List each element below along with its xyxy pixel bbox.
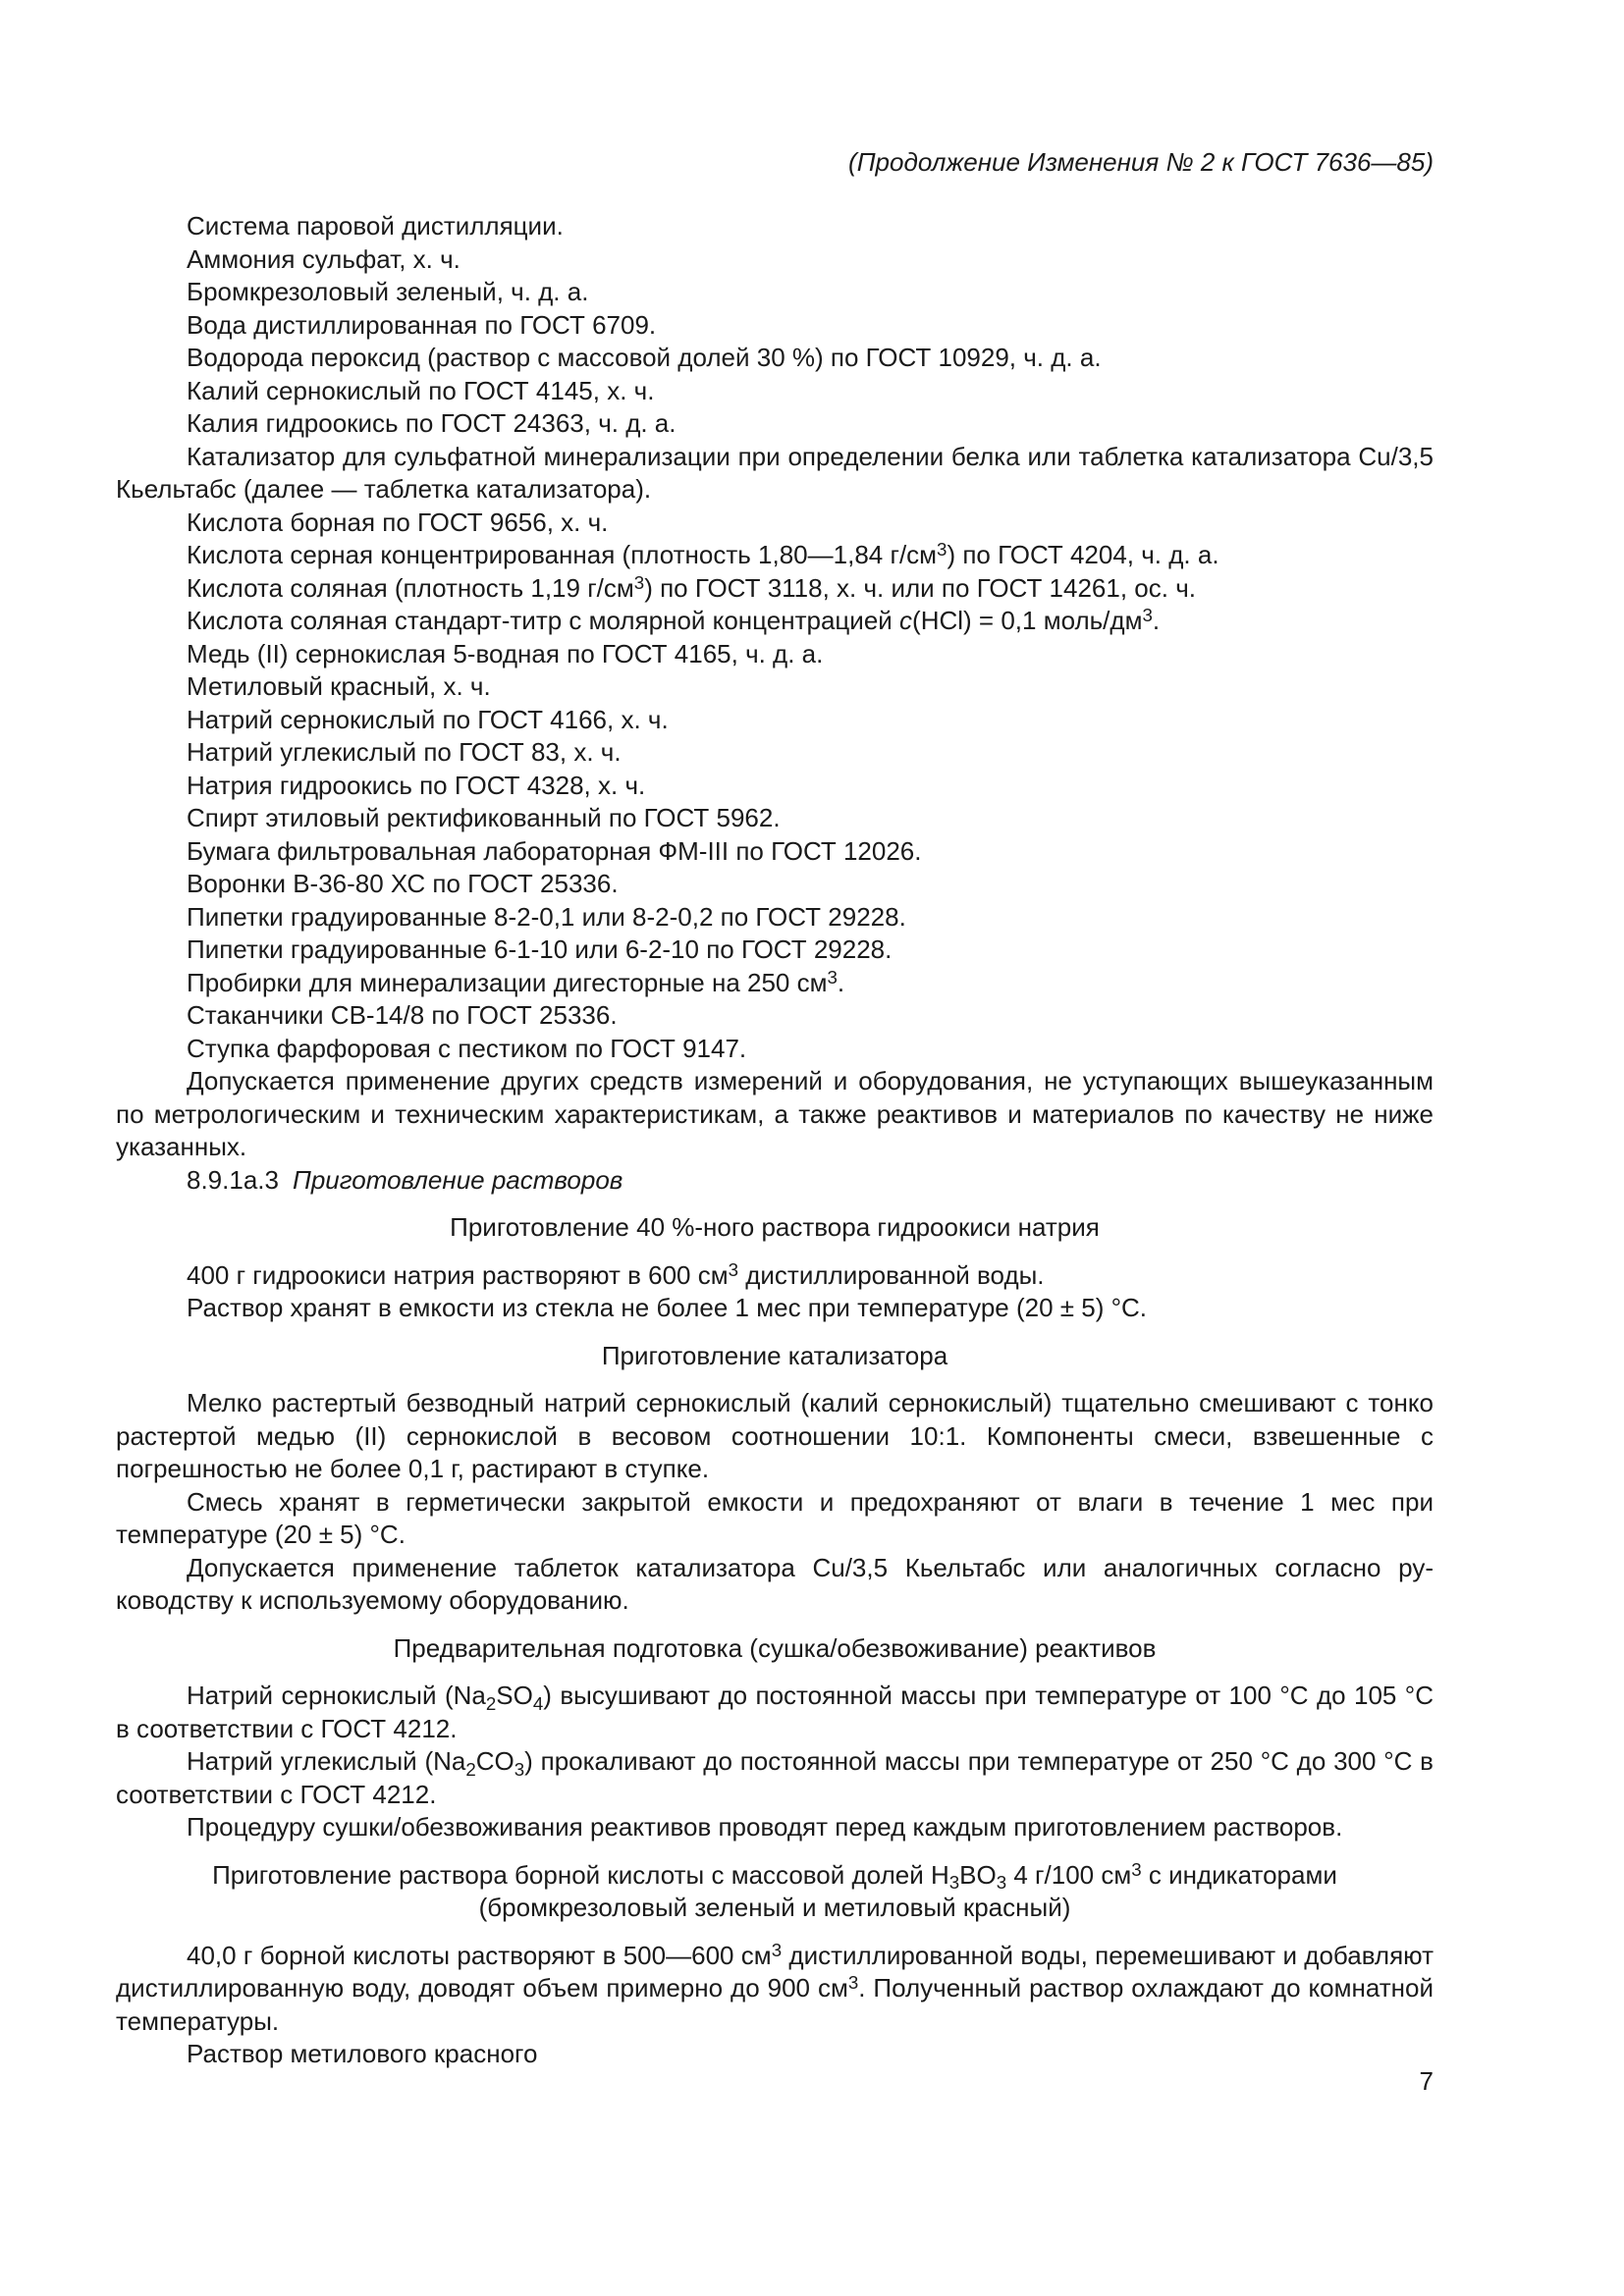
document-content [116, 210, 1434, 2071]
paragraph-na2co3-calcination: Натрий углекислый $(Na_2CO_3)$ прокаливают до постоянной массы при температуре от 250 °С до 300 °С в соответствии с ГОСТ 4212. [116, 1746, 1434, 1809]
reagent-item: Натрия гидроокись по ГОСТ 4328, х. ч. [187, 770, 646, 800]
paragraph-catalyst-storage: Смесь хранят в герметически закрытой емкости и предохраняют от влаги в течение 1 мес при температуре (20 ± 5) °С. [116, 1486, 1434, 1549]
reagent-item: Вода дистиллированная по ГОСТ 6709. [187, 309, 657, 340]
reagent-item: Метиловый красный, х. ч. [187, 671, 491, 701]
reagent-item: Калий сернокислый по ГОСТ 4145, х. ч. [187, 375, 655, 405]
paragraph-boric-prepare: 40,0 г борной кислоты растворяют в 500—600 $см^3$ дистиллированной воды, перемешивают и добавляют дистиллированную воду, доводят объем примерно до 900 $см^3$. Полученный раствор охлаждают до комнатной температуры. [116, 1939, 1434, 2036]
section-heading [116, 1164, 1434, 1198]
reagent-item: Водорода пероксид (раствор с массовой долей 30 %) по ГОСТ 10929, ч. д. а. [187, 343, 1102, 372]
subheading-naoh-solution: Приготовление 40 %-ного раствора гидроокиси натрия [450, 1212, 1100, 1242]
general-note-paragraph: Допускается применение других средств измерений и оборудования, не уступающих вышеуказанным по метрологическим и техническим характеристикам, а также реактивов и материалов по качеству не ниже указанных. [116, 1066, 1434, 1161]
reagent-item: Система паровой дистилляции. [187, 211, 564, 240]
reagent-item: Спирт этиловый ректификованный по ГОСТ 5962. [187, 803, 781, 832]
reagent-item: Пипетки градуированные 8-2-0,1 или 8-2-0,2 по ГОСТ 29228. [187, 901, 906, 932]
reagent-item: Кислота соляная стандарт-титр с молярной концентрацией c(HCl) = 0,1 моль/$дм^3$. [187, 605, 1161, 635]
page-number: 7 [1419, 2066, 1434, 2096]
reagent-item: Натрий углекислый по ГОСТ 83, х. ч. [187, 737, 622, 767]
section-title: Приготовление растворов [292, 1164, 623, 1195]
reagent-item: Кислота соляная (плотность 1,19 $г/см^3$) по ГОСТ 3118, х. ч. или по ГОСТ 14261, ос. ч. [187, 571, 1196, 603]
reagent-item: Бумага фильтровальная лабораторная ФМ-III по ГОСТ 12026. [187, 835, 922, 866]
reagent-item: Кислота борная по ГОСТ 9656, х. ч. [187, 507, 609, 537]
subheading-catalyst: Приготовление катализатора [601, 1340, 948, 1370]
reagent-item: Пробирки для минерализации дигесторные на 250 $см^3$. [187, 966, 845, 997]
continuation-header: (Продолжение Изменения № 2 к ГОСТ 7636—85) [848, 147, 1434, 177]
subheading-reagent-prep: Предварительная подготовка (сушка/обезвоживание) реактивов [393, 1632, 1157, 1663]
reagent-item: Калия гидроокись по ГОСТ 24363, ч. д. а. [187, 408, 677, 438]
reagent-item: Воронки В-36-80 ХС по ГОСТ 25336. [187, 869, 619, 898]
paragraph-catalyst-mix: Мелко растертый безводный натрий сернокислый (калий сернокислый) тщательно смешивают с тонко растертой медью (II) сернокислой в весовом соотношении 10:1. Компоненты смеси, взвешенные с погрешностью не более 0,1 г, растирают в ступке. [116, 1388, 1434, 1483]
subheading-boric-acid: Приготовление раствора борной кислоты с массовой долей $H_3BO_3$ 4 г/100 $см^3$ с индикаторами (бромкрезоловый зеленый и метиловый красный) [212, 1858, 1337, 1922]
reagent-item: Ступка фарфоровая с пестиком по ГОСТ 9147. [187, 1033, 747, 1063]
section-number: 8.9.1а.3 [187, 1164, 279, 1195]
paragraph-catalyst-tablets: Допускается применение таблеток катализатора Cu/3,5 Кьельтабс или аналогичных согласно руководству к используемому оборудованию. [116, 1552, 1434, 1615]
paragraph-drying-procedure: Процедуру сушки/обезвоживания реактивов проводят перед каждым приготовлением растворов. [187, 1812, 1343, 1842]
paragraph-naoh-storage: Раствор хранят в емкости из стекла не более 1 мес при температуре (20 ± 5) °С. [187, 1293, 1148, 1322]
reagent-item: Стаканчики СВ-14/8 по ГОСТ 25336. [187, 1000, 618, 1030]
reagent-item: Натрий сернокислый по ГОСТ 4166, х. ч. [187, 704, 669, 734]
paragraph-naoh-dissolve: 400 г гидроокиси натрия растворяют в 600 $см^3$ дистиллированной воды. [187, 1258, 1045, 1290]
reagent-item: Бромкрезоловый зеленый, ч. д. а. [187, 277, 589, 306]
paragraph-na2so4-drying: Натрий сернокислый $(Na_2SO_4)$ высушивают до постоянной массы при температуре от 100 °С до 105 °С в соответствии с ГОСТ 4212. [116, 1681, 1434, 1743]
paragraph-methyl-red: Раствор метилового красного [187, 2039, 538, 2068]
reagent-item: Пипетки градуированные 6-1-10 или 6-2-10 по ГОСТ 29228. [187, 934, 893, 964]
reagent-item: Кислота серная концентрированная (плотность 1,80—1,84 $г/см^3$) по ГОСТ 4204, ч. д. а. [187, 539, 1219, 569]
reagent-item: Катализатор для сульфатной минерализации при определении белка или таблетка катализатора Cu/3,5 Кьельтабс (далее — таблетка катализатора). [116, 441, 1434, 504]
reagent-item: Медь (II) сернокислая 5-водная по ГОСТ 4165, ч. д. а. [187, 638, 824, 668]
reagent-item: Аммония сульфат, х. ч. [187, 243, 460, 274]
